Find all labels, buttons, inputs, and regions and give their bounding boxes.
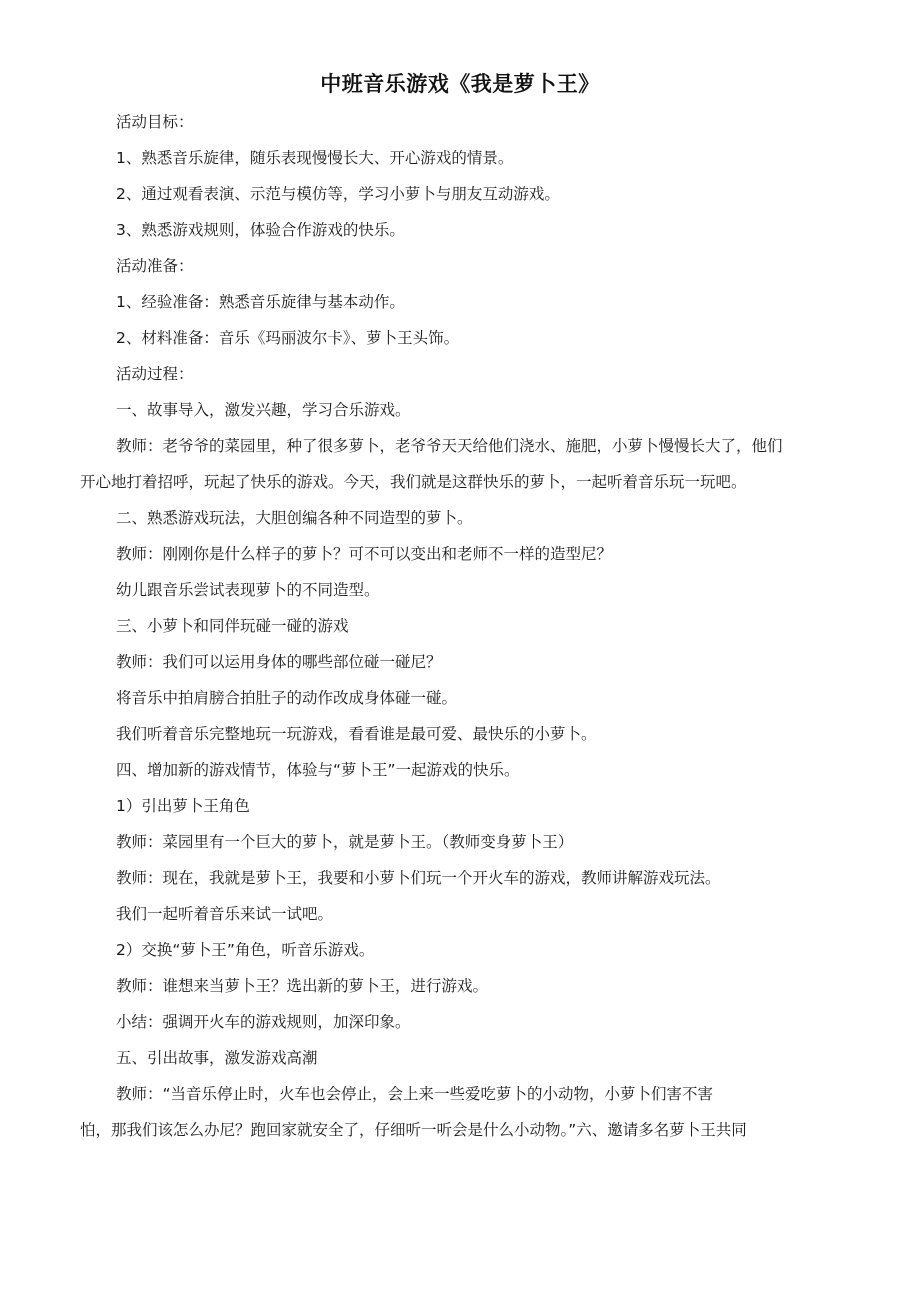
paragraph-line-continued: 怕，那我们该怎么办尼？跑回家就安全了，仔细听一听会是什么小动物。”六、邀请多名萝卜王共同: [80, 1121, 747, 1139]
paragraph-line: 教师：老爷爷的菜园里，种了很多萝卜，老爷爷天天给他们浇水、施肥，小萝卜慢慢长大了，他们: [116, 437, 783, 455]
section-heading-goals: 活动目标：: [116, 113, 194, 131]
step-heading-2: 二、熟悉游戏玩法，大胆创编各种不同造型的萝卜。: [116, 509, 473, 527]
prep-item-2: 2、材料准备：音乐《玛丽波尔卡》、萝卜王头饰。: [116, 329, 460, 347]
step-heading-4: 四、增加新的游戏情节，体验与“萝卜王”一起游戏的快乐。: [116, 761, 520, 779]
prep-item-1: 1、经验准备：熟悉音乐旋律与基本动作。: [116, 293, 405, 311]
step-heading-3: 三、小萝卜和同伴玩碰一碰的游戏: [116, 617, 349, 635]
paragraph-line: 教师：谁想来当萝卜王？选出新的萝卜王，进行游戏。: [116, 977, 489, 995]
sub-step-1: 1）引出萝卜王角色: [116, 797, 250, 815]
paragraph-line: 将音乐中拍肩膀合拍肚子的动作改成身体碰一碰。: [116, 689, 458, 707]
paragraph-line-continued: 开心地打着招呼，玩起了快乐的游戏。今天，我们就是这群快乐的萝卜，一起听着音乐玩一玩吧。: [80, 473, 747, 491]
sub-step-2: 2）交换“萝卜王”角色，听音乐游戏。: [116, 941, 375, 959]
page-title: 中班音乐游戏《我是萝卜王》: [320, 72, 600, 96]
summary-line: 小结：强调开火车的游戏规则，加深印象。: [116, 1013, 411, 1031]
paragraph-line: 教师：菜园里有一个巨大的萝卜，就是萝卜王。（教师变身萝卜王）: [116, 833, 574, 851]
paragraph-line: 教师：“当音乐停止时，火车也会停止，会上来一些爱吃萝卜的小动物，小萝卜们害不害: [116, 1085, 714, 1103]
paragraph-line: 幼儿跟音乐尝试表现萝卜的不同造型。: [116, 581, 380, 599]
section-heading-process: 活动过程：: [116, 365, 194, 383]
paragraph-line: 教师：现在，我就是萝卜王，我要和小萝卜们玩一个开火车的游戏，教师讲解游戏玩法。: [116, 869, 721, 887]
step-heading-5: 五、引出故事，激发游戏高潮: [116, 1049, 318, 1067]
paragraph-line: 教师：刚刚你是什么样子的萝卜？可不可以变出和老师不一样的造型尼？: [116, 545, 613, 563]
section-heading-preparation: 活动准备：: [116, 257, 194, 275]
paragraph-line: 我们一起听着音乐来试一试吧。: [116, 905, 334, 923]
goal-item-3: 3、熟悉游戏规则，体验合作游戏的快乐。: [116, 221, 405, 239]
paragraph-line: 我们听着音乐完整地玩一玩游戏，看看谁是最可爱、最快乐的小萝卜。: [116, 725, 597, 743]
paragraph-line: 教师：我们可以运用身体的哪些部位碰一碰尼？: [116, 653, 442, 671]
goal-item-2: 2、通过观看表演、示范与模仿等，学习小萝卜与朋友互动游戏。: [116, 185, 560, 203]
goal-item-1: 1、熟悉音乐旋律，随乐表现慢慢长大、开心游戏的情景。: [116, 149, 514, 167]
step-heading-1: 一、故事导入，激发兴趣，学习合乐游戏。: [116, 401, 411, 419]
